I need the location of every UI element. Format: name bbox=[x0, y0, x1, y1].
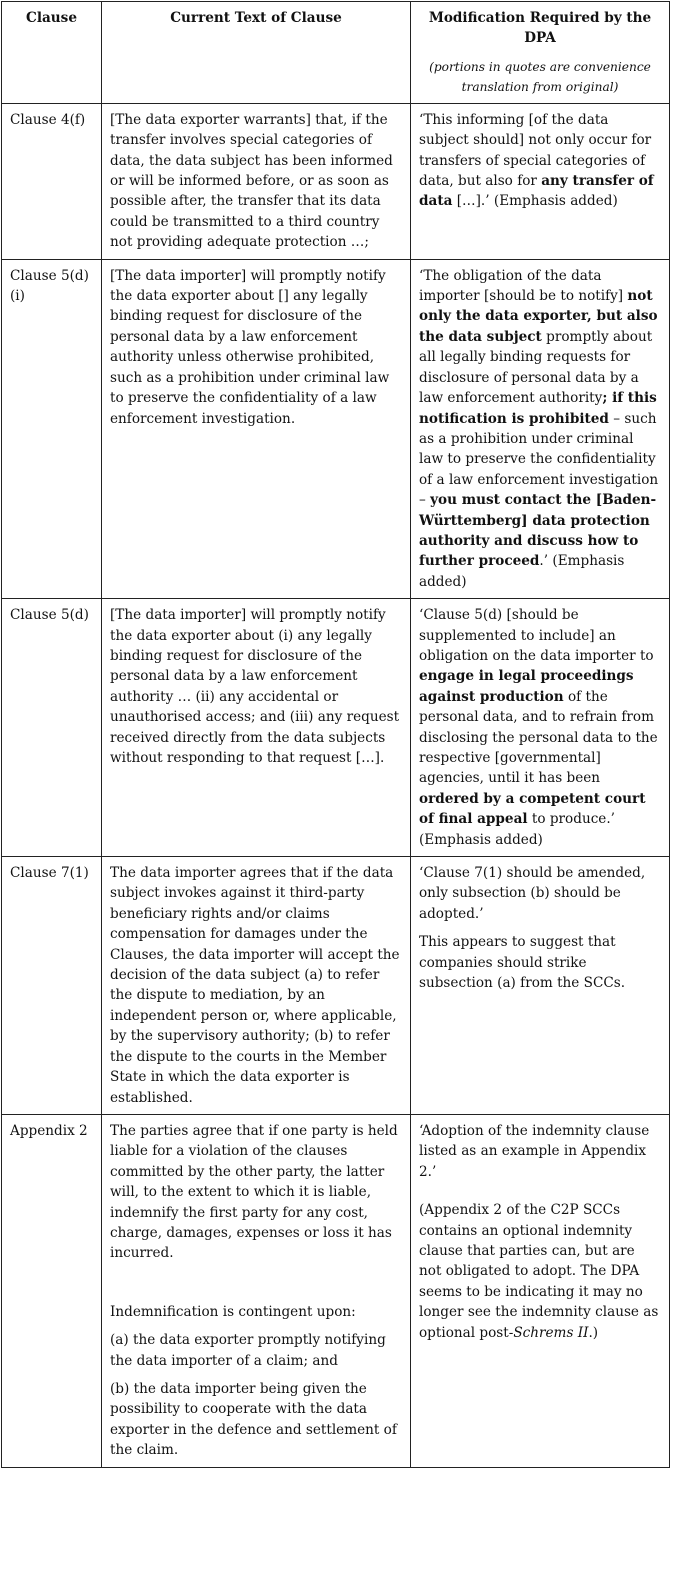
row-clause-label: Clause 5(d)(i) bbox=[2, 259, 102, 599]
case-name-italic: Schrems II bbox=[513, 1324, 589, 1341]
header-modification bbox=[411, 2, 670, 104]
modification-text: ‘Clause 5(d) [should be supplemented to include] an obligation on the data importer to bbox=[419, 607, 654, 664]
modification-commentary bbox=[419, 1200, 661, 1343]
row-clause-label: Clause 7(1) bbox=[2, 857, 102, 1115]
table-header-row bbox=[2, 2, 670, 104]
modification-text: (Appendix 2 of the C2P SCCs contains an optional indemnity clause that parties can, but are not obligated to adopt. The DPA seems to be indicating it may no longer see the indemnity clause as optional post- bbox=[419, 1202, 659, 1341]
current-text-paragraph: (b) the data importer being given the possibility to cooperate with the data exporter in the defence and settlement of the claim. bbox=[110, 1380, 397, 1459]
current-text-paragraph: The data importer agrees that if the data subject invokes against it third-party beneficiary rights and/or claims compensation for damages under the Clauses, the data importer will accept the decision of the data subject (a) to refer the dispute to mediation, by an independent person or, where applicable, by the supervisory authority; (b) to refer the dispute to the courts in the Member State in which the data exporter is established. bbox=[110, 865, 400, 1106]
row-clause-label: Clause 4(f) bbox=[2, 103, 102, 259]
modification-commentary: This appears to suggest that companies should strike subsection (a) from the SCCs. bbox=[419, 934, 626, 992]
table-row bbox=[2, 259, 670, 599]
modification-paragraph bbox=[419, 605, 661, 850]
modification-text: – such as a prohibition under criminal law to preserve the confidentiality of a law enforcement investigation – bbox=[419, 410, 659, 509]
spacer bbox=[110, 1264, 402, 1302]
table-row bbox=[2, 1114, 670, 1467]
modification-paragraph: ‘Adoption of the indemnity clause listed as an example in Appendix 2.’ bbox=[419, 1122, 650, 1180]
header-clause: Clause bbox=[2, 2, 102, 104]
row-current-text bbox=[102, 857, 411, 1115]
row-modification bbox=[411, 857, 670, 1115]
row-current-text bbox=[102, 599, 411, 857]
row-clause-label: Clause 5(d) bbox=[2, 599, 102, 857]
modification-emphasis: ; if this notification is prohibited bbox=[419, 390, 657, 427]
modification-text: of the personal data, and to refrain from disclosing the personal data to the respective [governmental] agencies, until it has been bbox=[419, 688, 658, 787]
modification-emphasis: engage in legal proceedings against production bbox=[419, 668, 634, 705]
current-text-paragraph: Indemnification is contingent upon: bbox=[110, 1303, 356, 1320]
modification-emphasis: ordered by a competent court of final appeal bbox=[419, 790, 646, 828]
dpa-modifications-table bbox=[1, 1, 670, 1468]
current-text-paragraph: The parties agree that if one party is held liable for a violation of the clauses committed by the other party, the latter will, to the extent to which it is liable, indemnify the first party for any cost, charge, damages, expenses or loss it has incurred. bbox=[110, 1122, 398, 1262]
modification-text: ‘This informing [of the data subject should] not only occur for transfers of special categories of data, but also for bbox=[419, 111, 652, 190]
modification-emphasis: any transfer of data bbox=[419, 173, 654, 210]
row-current-text bbox=[102, 1114, 411, 1467]
header-current-text: Current Text of Clause bbox=[102, 2, 411, 104]
row-clause-label: Appendix 2 bbox=[2, 1114, 102, 1467]
row-current-text bbox=[102, 103, 411, 259]
header-modification-title: Modification Required by the DPA bbox=[428, 10, 652, 47]
modification-text: to produce.’ (Emphasis added) bbox=[419, 811, 615, 848]
modification-text: .’ (Emphasis added) bbox=[419, 553, 625, 590]
modification-paragraph bbox=[419, 266, 661, 593]
modification-emphasis: not only the data exporter, but also the data subject bbox=[419, 288, 658, 345]
modification-text: […].’ (Emphasis added) bbox=[452, 193, 618, 210]
modification-paragraph: ‘Clause 7(1) should be amended, only subsection (b) should be adopted.’ bbox=[419, 865, 646, 922]
current-text-paragraph: [The data importer] will promptly notify the data exporter about [] any legally binding request for disclosure of the personal data by a law enforcement authority unless otherwise prohibited, such as a prohibition under criminal law to preserve the confidentiality of a law enforcement investigation. bbox=[110, 267, 390, 427]
modification-text: promptly about all legally binding requests for disclosure of personal data by a law enforcement authority bbox=[419, 328, 653, 407]
table-row bbox=[2, 599, 670, 857]
modification-paragraph bbox=[419, 110, 661, 212]
modification-emphasis: you must contact the [Baden-Württemberg] data protection authority and discuss how to further proceed bbox=[419, 492, 657, 570]
row-modification bbox=[411, 599, 670, 857]
row-modification bbox=[411, 259, 670, 599]
row-modification bbox=[411, 103, 670, 259]
header-modification-note: (portions in quotes are convenience translation from original) bbox=[429, 59, 651, 94]
current-text-paragraph: [The data importer] will promptly notify the data exporter about (i) any legally binding request for disclosure of the personal data by a law enforcement authority … (ii) any accidental or unauthorised access; and (iii) any request received directly from the data subjects without responding to that request […]. bbox=[110, 607, 400, 766]
current-text-paragraph: (a) the data exporter promptly notifying the data importer of a claim; and bbox=[110, 1332, 386, 1369]
table-row bbox=[2, 103, 670, 259]
current-text-paragraph: [The data exporter warrants] that, if the transfer involves special categories of data, the data subject has been informed or will be informed before, or as soon as possible after, the transfer that its data could be transmitted to a third country not providing adequate protection …; bbox=[110, 111, 393, 251]
row-current-text bbox=[102, 259, 411, 599]
row-modification bbox=[411, 1114, 670, 1467]
table-row bbox=[2, 857, 670, 1115]
modification-text: .) bbox=[588, 1324, 599, 1341]
spacer bbox=[419, 1182, 661, 1200]
modification-text: ‘The obligation of the data importer [should be to notify] bbox=[419, 267, 628, 305]
